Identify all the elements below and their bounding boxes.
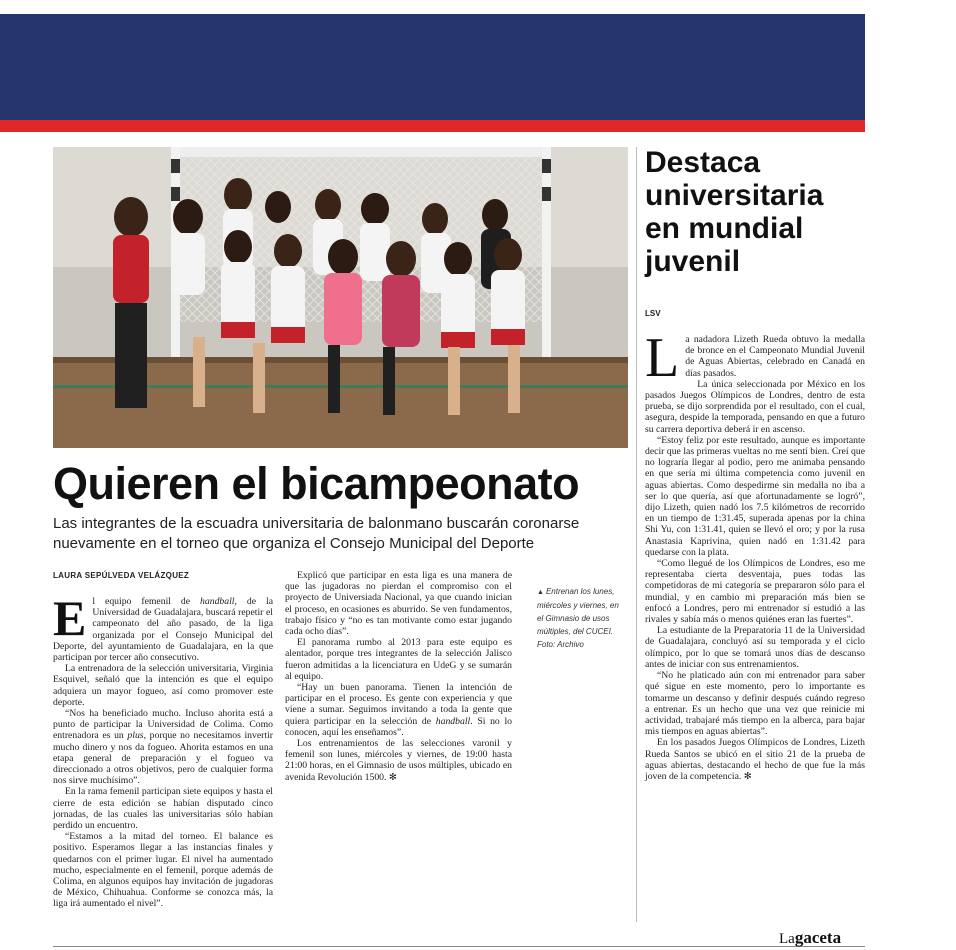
gaceta-logo (779, 928, 841, 948)
text-run: “Nos ha beneficiado mucho. Incluso ahorita está a punto de participar la Universidad de Colima. Como entrenadora es un (53, 708, 273, 742)
text-run: l equipo femenil de (92, 596, 201, 607)
caption-text: Entrenan los lunes, miércoles y viernes, en el Gimnasio de usos múltiples, del CUCEI. (537, 587, 619, 636)
main-column-2 (285, 570, 512, 783)
logo-prefix: La (779, 931, 795, 947)
main-paragraph-2: La entrenadora de la selección universitaria, Virginia Esquivel, señaló que la intención es que el equipo adquiera un mayor fogueo, así como promover este deporte. (53, 663, 273, 708)
caption-credit: Foto: Archivo (537, 640, 584, 649)
main-paragraph-7: El panorama rumbo al 2013 para este equipo es alentador, porque tres integrantes de la selección Jalisco fueron admitidas a la licenciatura en UdeG y se sumarán al equipo. (285, 637, 512, 682)
side-paragraph-7 (645, 737, 865, 782)
side-byline: LSV (645, 309, 661, 318)
text-run: “Hay un buen panorama. Tienen la intención de participar en el proceso. Es gente con experiencia y que viene a sumar. Seguimos invitando a toda la gente que quiera participar en la selección de (285, 682, 512, 727)
end-mark-icon: ✻ (388, 771, 397, 783)
team-photo (53, 147, 628, 448)
side-headline: Destaca universitaria en mundial juvenil (645, 146, 824, 278)
text-run: . Si no lo conocen, aquí les enseñamos”. (285, 715, 512, 738)
photo-caption (537, 585, 622, 651)
text-run: a nadadora Lizeth Rueda obtuvo la medalla de bronce en el Campeonato Mundial Juvenil de Aguas Abiertas, celebrado en Canadá en días pasados. (685, 334, 865, 379)
side-paragraph-2: La única seleccionada por México en los pasados Juegos Olímpicos de Londres, dentro de esta prueba, se dijo sorprendida por el resultado, con el cual, asegura, despide la temporada, pensando en que a futuro su carrera deportiva deberá ir en ascenso. (645, 378, 865, 435)
caption-triangle-icon: ▲ (537, 589, 544, 596)
main-paragraph-9 (285, 738, 512, 783)
main-paragraph-4: En la rama femenil participan siete equipos y hasta el cierre de esta edición se habían disputado cinco jornadas, de las cuales las universitarias sólo habían perdido un encuentro. (53, 786, 273, 832)
main-headline: Quieren el bicampeonato (53, 458, 580, 509)
side-paragraph-1 (645, 327, 865, 389)
text-run: , porque no necesitamos invertir mucho dinero y nos da fogueo. Ahorita estamos en una etapa general de preparación y el fogueo va direccionado a otros objetivos, pero de cualquier forma nos sirve muchísimo”. (53, 730, 273, 787)
main-column-1 (53, 590, 273, 910)
side-dropcap: L (645, 327, 680, 389)
side-column (645, 327, 865, 782)
column-divider (636, 147, 637, 922)
text-run: En los pasados Juegos Olímpicos de Londres, Lizeth Rueda Santos se ubicó en el sitio 21 de la prueba de aguas abiertas, destacando el hecho de que fue la más joven de la competencia. (645, 737, 865, 782)
text-run: , de la Universidad de Guadalajara, buscará repetir el campeonato del año pasado, de la liga organizada por el Consejo Municipal del Deporte, del ayuntamiento de Guadalajara, en la que participan por tercer año consecutivo. (53, 596, 273, 664)
side-paragraph-4: “Como llegué de los Olímpicos de Londres, eso me representaba cierta desventaja, pues todas las competidoras de mi categoría se prepararon sólo para el mundial, y en cambio mi preparación más bien se enfocó a Londres, pero mi entrenador sí estudió a las rivales y sabía más o menos quiénes eran las fuertes”. (645, 558, 865, 626)
main-paragraph-1 (53, 590, 273, 664)
main-byline: LAURA SEPÚLVEDA VELÁZQUEZ (53, 571, 190, 580)
side-paragraph-6: “No he platicado aún con mi entrenador para saber qué sigue en este momento, pero lo importante es tomarme un descanso y definir después cuándo regreso a entrenar. Es un hecho que una vez que reinicie mi actividad, trabajaré más tiempo en la alberca, para bajar mis tiempos en aguas abiertas”. (645, 670, 865, 738)
text-run: Los entrenamientos de las selecciones varonil y femenil son lunes, miércoles y viernes, de 19:00 hasta 21:00 horas, en el Gimnasio de usos múltiples, ubicado en avenida Revolución 1500. (285, 738, 512, 783)
main-paragraph-6: Explicó que participar en esta liga es una manera de que las jugadoras no pierdan el compromiso con el proyecto de Universiada Nacional, ya que cuando inician el proceso, en ocasiones es aburrido. Se ven fundamentos, trabajo físico y “no es tan motivante como estar jugando cada ocho días”. (285, 570, 512, 638)
end-mark-icon: ✻ (743, 770, 752, 782)
emphasis: handball (435, 715, 471, 727)
main-dropcap: E (53, 590, 87, 646)
main-dek: Las integrantes de la escuadra universitaria de balonmano buscarán coronarse nuevamente en el torneo que organiza el Consejo Municipal del Deporte (53, 515, 580, 552)
emphasis: handball (200, 596, 235, 607)
main-paragraph-5: “Estamos a la mitad del torneo. El balance es positivo. Esperamos llegar a las instancias finales y quedarnos con el primer lugar. El nivel ha aumentado mucho, especialmente en el femenil, porque además de Colima, en algunos equipos hay invitación de jugadoras de México, Chihuahua. Conforme se conozca más, la liga irá aumentado el nivel”. (53, 831, 273, 910)
logo-main: gaceta (794, 928, 842, 947)
header-banner (0, 14, 865, 120)
side-paragraph-5: La estudiante de la Preparatoria 11 de la Universidad de Guadalajara, concluyó así su temporada y el ciclo olímpico, por lo que se tomará unos días de descanso antes de iniciar con sus entrenamientos. (645, 625, 865, 670)
header-banner-stripe (0, 120, 865, 132)
main-paragraph-8 (285, 682, 512, 738)
emphasis: plus (127, 730, 144, 742)
team-photo-illustration (53, 147, 628, 448)
main-paragraph-3 (53, 708, 273, 786)
side-paragraph-3: “Estoy feliz por este resultado, aunque es importante decir que las primeras vueltas no me sentí bien. Creí que no lograría llegar al podio, pero me animaba pensando en que sería mi última competencia como juvenil en aguas abiertas. Como despedirme sin medalla no iba a ser lo que quería, así que afortunadamente se logró”, dijo Lizeth, quien nadó los 7.5 kilómetros de recorrido en un tiempo de 1:31.45, superada apenas por la china Shi Yu, con 1:31.41, quien se llevó el oro; y por la rusa Anastasia Kaprivina, quien nadó en 1:31.42 para quedarse con la plata. (645, 434, 865, 558)
footer-rule (53, 946, 865, 947)
